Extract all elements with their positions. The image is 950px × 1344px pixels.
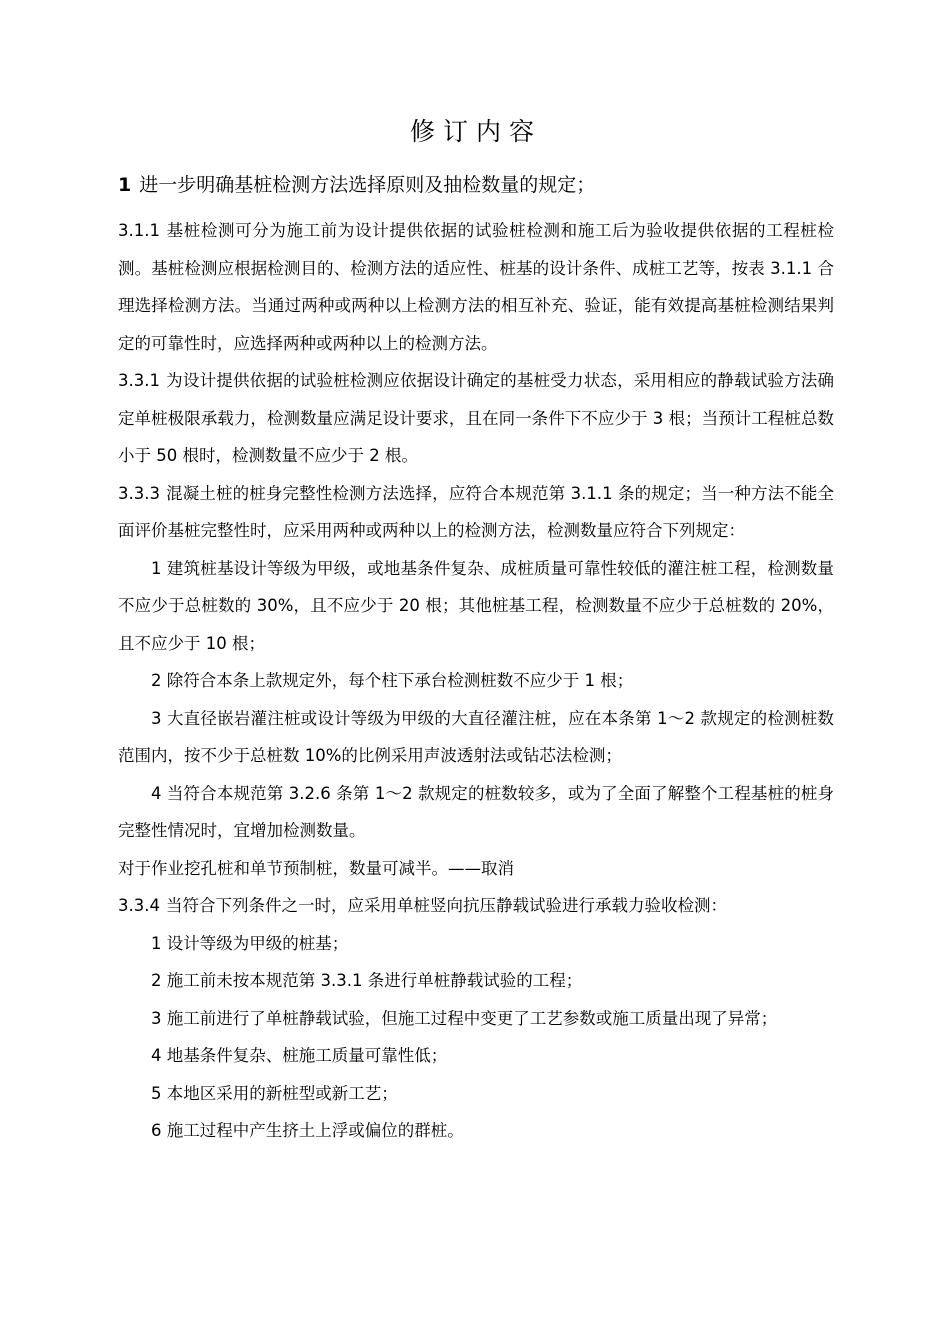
clause-number: 3.3.1 bbox=[118, 371, 160, 390]
clause-number: 3.1.1 bbox=[118, 221, 160, 240]
list-item: 1 设计等级为甲级的桩基； bbox=[151, 933, 349, 953]
clause-number: 3.3.4 bbox=[118, 896, 160, 915]
clause-text: 基桩检测可分为施工前为设计提供依据的试验桩检测和施工后为验收提供依据的工程桩检测。基桩检测应根据检测目的、检测方法的适应性、桩基的设计条件、成桩工艺等，按表 3.1.1 合理选择检测方法。当通过两种或两种以上检测方法的相互补充、验证，能有效提高基桩检测结果判定的可靠性时，应选择两种或两种以上的检测方法。 bbox=[118, 221, 834, 353]
document-page bbox=[118, 112, 834, 1150]
clause-3-3-3 bbox=[118, 475, 834, 550]
list-item: 4 当符合本规范第 3.2.6 条第 1～2 款规定的桩数较多，或为了全面了解整个工程基桩的桩身完整性情况时，宜增加检测数量。 bbox=[118, 783, 834, 840]
section-heading bbox=[118, 170, 834, 200]
section-text: 进一步明确基桩检测方法选择原则及抽检数量的规定； bbox=[139, 174, 596, 196]
list-item: 3 大直径嵌岩灌注桩或设计等级为甲级的大直径灌注桩，应在本条第 1～2 款规定的检测桩数范围内，按不少于总桩数 10%的比例采用声波透射法或钻芯法检测； bbox=[118, 708, 834, 765]
list-item: 2 除符合本条上款规定外，每个柱下承台检测桩数不应少于 1 根； bbox=[151, 671, 634, 690]
list-item: 5 本地区采用的新桩型或新工艺； bbox=[151, 1083, 398, 1103]
list-item: 6 施工过程中产生挤土上浮或偏位的群桩。 bbox=[151, 1121, 464, 1140]
clause-text: 为设计提供依据的试验桩检测应依据设计确定的基桩受力状态，采用相应的静载试验方法确定单桩极限承载力，检测数量应满足设计要求，且在同一条件下不应少于 3 根；当预计工程桩总数小于 50 根时，检测数量不应少于 2 根。 bbox=[118, 371, 834, 465]
cancel-note: 对于作业挖孔桩和单节预制桩，数量可减半。——取消 bbox=[118, 858, 514, 878]
clause-text: 混凝土桩的桩身完整性检测方法选择，应符合本规范第 3.1.1 条的规定；当一种方法不能全面评价基桩完整性时，应采用两种或两种以上的检测方法，检测数量应符合下列规定： bbox=[118, 483, 834, 540]
list-item: 3 施工前进行了单桩静载试验，但施工过程中变更了工艺参数或施工质量出现了异常； bbox=[151, 1008, 778, 1028]
clause-3-3-4 bbox=[118, 887, 834, 925]
clause-number: 3.3.3 bbox=[118, 483, 160, 503]
clause-text: 当符合下列条件之一时，应采用单桩竖向抗压静载试验进行承载力验收检测： bbox=[165, 896, 727, 915]
section-number: 1 bbox=[118, 174, 132, 196]
list-item: 1 建筑桩基设计等级为甲级，或地基条件复杂、成桩质量可靠性较低的灌注桩工程，检测数量不应少于总桩数的 30%，且不应少于 20 根；其他桩基工程，检测数量不应少于总桩数的 20%，且不应少于 10 根； bbox=[118, 558, 834, 653]
clause-3-3-1 bbox=[118, 362, 834, 475]
page-title: 修订内容 bbox=[409, 117, 542, 146]
list-item: 4 地基条件复杂、桩施工质量可靠性低； bbox=[151, 1046, 448, 1065]
list-item: 2 施工前未按本规范第 3.3.1 条进行单桩静载试验的工程； bbox=[151, 971, 583, 990]
clause-3-1-1 bbox=[118, 212, 834, 362]
